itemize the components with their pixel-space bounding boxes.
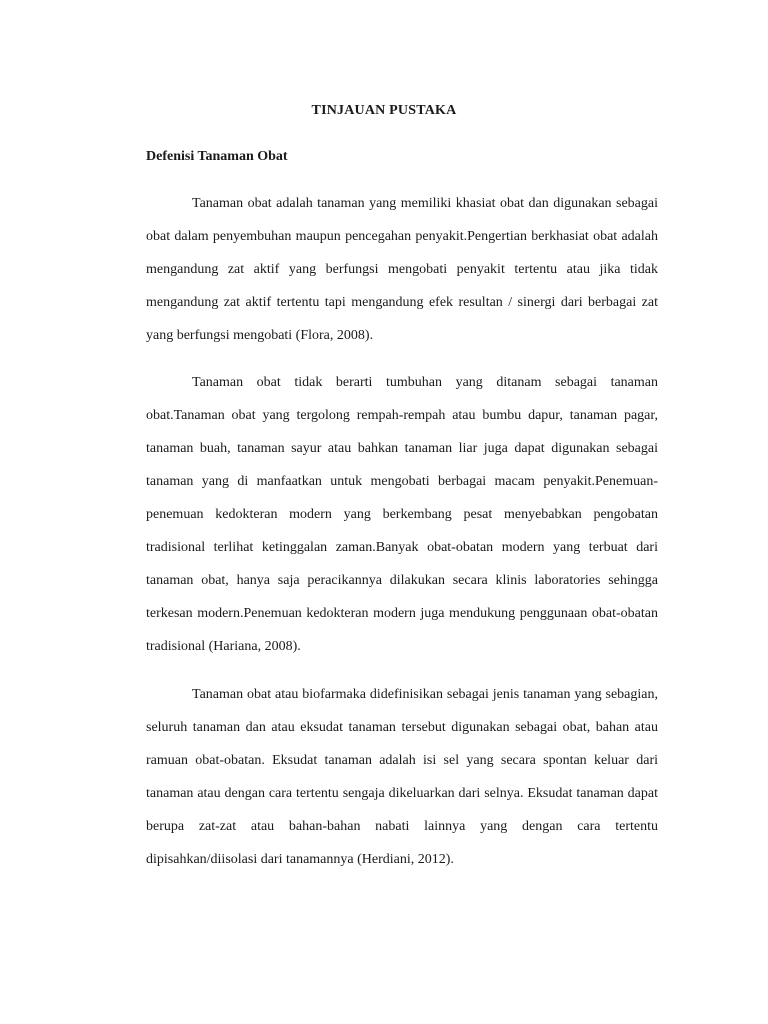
paragraph-3: Tanaman obat atau biofarmaka didefinisikan sebagai jenis tanaman yang sebagian, seluruh tanaman dan atau eksudat tanaman tersebut digunakan sebagai obat, bahan atau ramuan obat-obatan. Eksudat tanaman adalah isi sel yang secara spontan keluar dari tanaman atau dengan cara tertentu sengaja dikeluarkan dari selnya. Eksudat tanaman dapat berupa zat-zat atau bahan-bahan nabati lainnya yang dengan cara tertentu dipisahkan/diisolasi dari tanamannya (Herdiani, 2012). [146, 687, 658, 867]
page-title: TINJAUAN PUSTAKA [311, 103, 457, 118]
paragraph-2: Tanaman obat tidak berarti tumbuhan yang ditanam sebagai tanaman obat.Tanaman obat yang tergolong rempah-rempah atau bumbu dapur, tanaman pagar, tanaman buah, tanaman sayur atau bahkan tanaman liar juga dapat digunakan sebagai tanaman yang di manfaatkan untuk mengobati berbagai macam penyakit.Penemuan-penemuan kedokteran modern yang berkembang pesat menyebabkan pengobatan tradisional terlihat ketinggalan zaman.Banyak obat-obatan modern yang terbuat dari tanaman obat, hanya saja peracikannya dilakukan secara klinis laboratories sehingga terkesan modern.Penemuan kedokteran modern juga mendukung penggunaan obat-obatan tradisional (Hariana, 2008). [146, 375, 658, 654]
section-heading: Defenisi Tanaman Obat [146, 149, 288, 164]
paragraph-1: Tanaman obat adalah tanaman yang memiliki khasiat obat dan digunakan sebagai obat dalam penyembuhan maupun pencegahan penyakit.Pengertian berkhasiat obat adalah mengandung zat aktif yang berfungsi mengobati penyakit tertentu atau jika tidak mengandung zat aktif tertentu tapi mengandung efek resultan / sinergi dari berbagai zat yang berfungsi mengobati (Flora, 2008). [146, 196, 658, 343]
